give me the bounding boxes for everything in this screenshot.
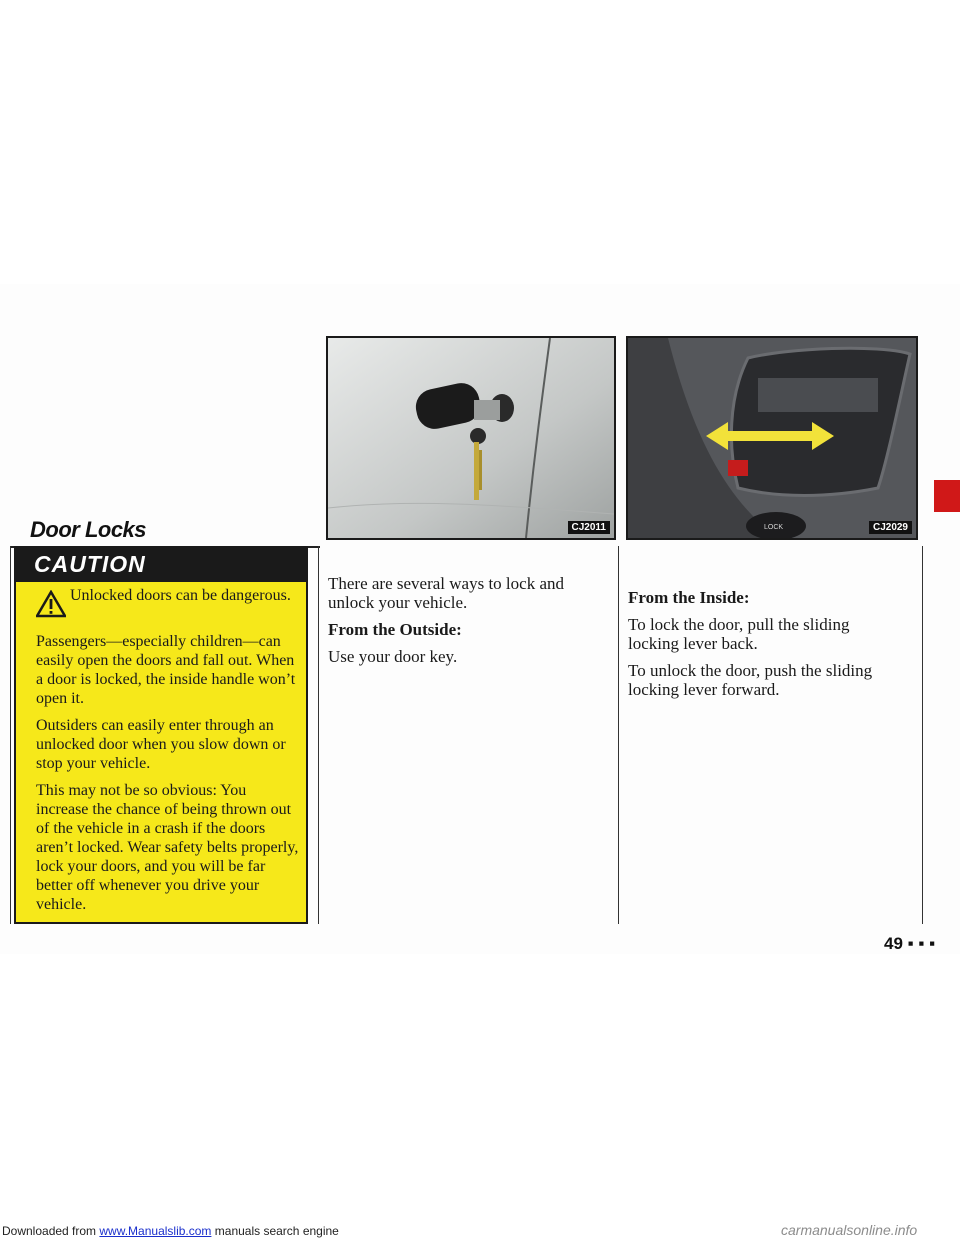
download-footer <box>2 1224 339 1238</box>
caution-paragraph: This may not be so obvious: You increase the chance of being thrown out of the vehicle in a crash if the doors aren’t locked. Wear safety belts properly, lock your doors, and you will be far better off whenever you drive your vehicle. <box>36 782 299 913</box>
column-divider-edge <box>922 546 923 924</box>
page-number: 49 ▪ ▪ ▪ <box>884 934 936 953</box>
lock-label: LOCK <box>764 524 784 531</box>
footer-prefix: Downloaded from <box>2 1224 100 1238</box>
image-code-inside: CJ2029 <box>869 521 912 534</box>
unlock-instruction: To unlock the door, push the sliding locking lever forward. <box>628 661 873 699</box>
warning-triangle-icon <box>36 590 66 618</box>
caution-paragraph: Outsiders can easily enter through an unlocked door when you slow down or stop your vehicle. <box>36 717 286 772</box>
middle-column <box>328 574 600 674</box>
watermark: carmanualsonline.info <box>781 1222 918 1238</box>
caution-warning-text: Unlocked doors can be dangerous. <box>70 587 291 604</box>
caution-warning <box>36 586 302 624</box>
column-divider-left <box>10 546 11 924</box>
footer-suffix: manuals search engine <box>211 1224 339 1238</box>
section-tab-marker <box>934 480 960 512</box>
caution-box <box>14 546 308 924</box>
caution-title: CAUTION <box>34 551 146 577</box>
inside-lever-photo <box>626 336 918 540</box>
manualslib-link[interactable]: www.Manualslib.com <box>99 1224 212 1238</box>
from-outside-heading: From the Outside: <box>328 620 462 639</box>
from-outside-text: Use your door key. <box>328 647 458 666</box>
section-title: Door Locks <box>30 517 147 542</box>
caution-body <box>36 586 302 922</box>
column-divider-middle <box>318 546 319 924</box>
caution-header <box>16 548 306 582</box>
lock-instruction: To lock the door, pull the sliding locking lever back. <box>628 615 850 653</box>
inside-handle-illustration <box>628 338 916 538</box>
intro-text: There are several ways to lock and unlock your vehicle. <box>328 574 564 612</box>
door-key-illustration <box>328 338 614 538</box>
column-divider-right <box>618 546 619 924</box>
outside-key-photo <box>326 336 616 540</box>
image-code-outside: CJ2011 <box>568 521 610 534</box>
from-inside-heading: From the Inside: <box>628 588 750 607</box>
right-column <box>628 588 904 707</box>
caution-paragraph: Passengers—especially children—can easily open the doors and fall out. When a door is locked, the inside handle won’t open it. <box>36 633 296 707</box>
